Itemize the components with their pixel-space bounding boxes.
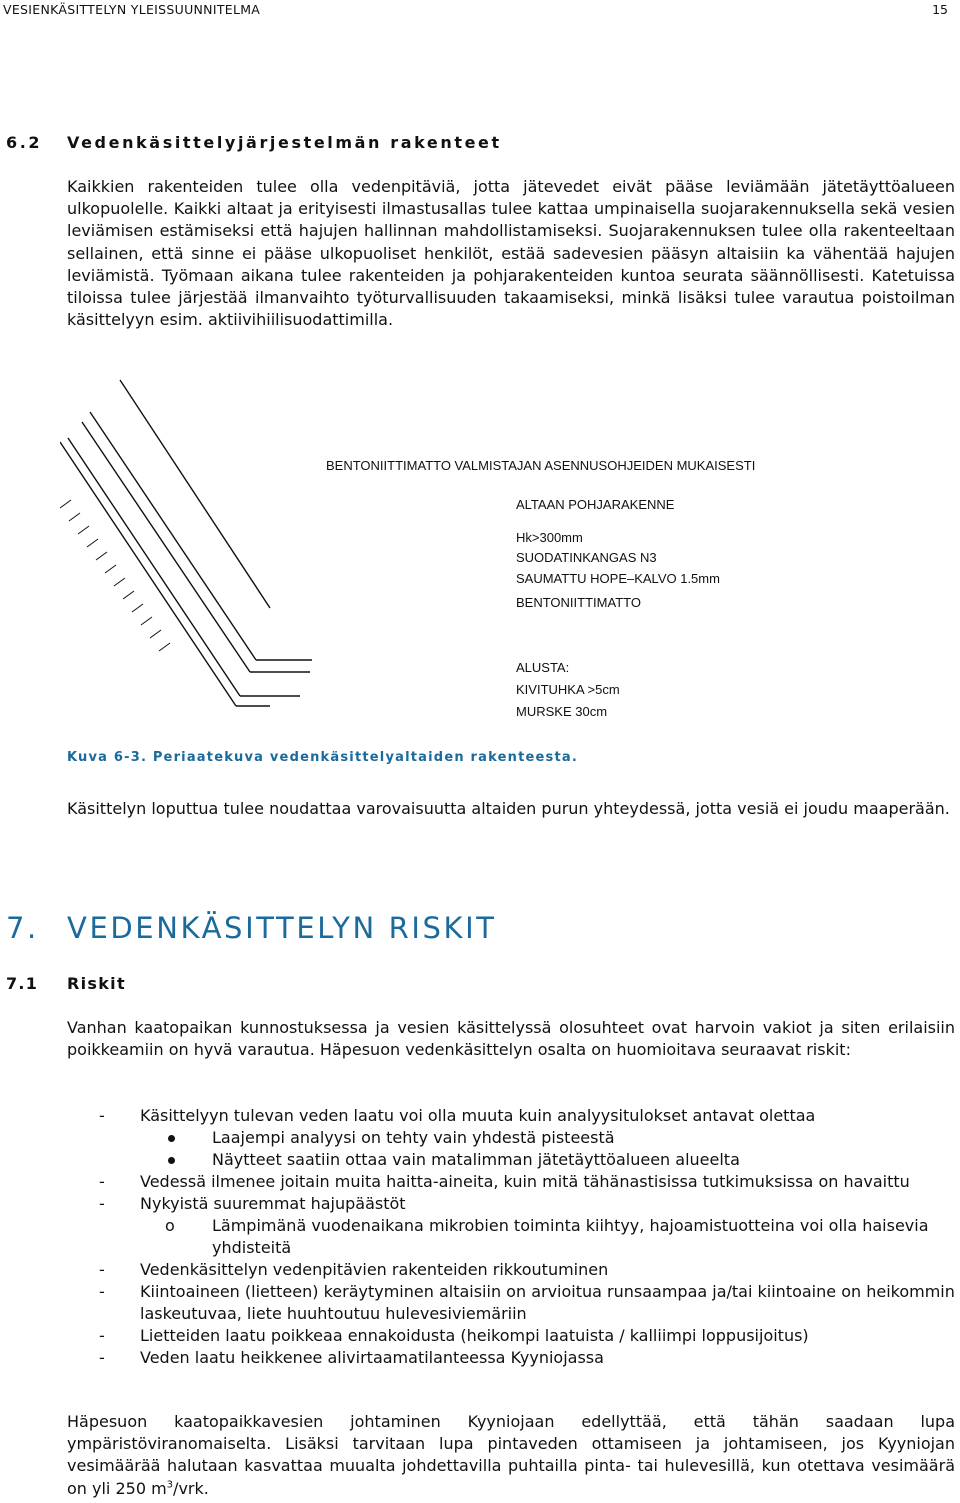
risk-text: Vedessä ilmenee joitain muita haitta-aineita, kuin mitä tähänastisissa tutkimuksissa on havaittu [140,1172,910,1191]
dash-marker: - [99,1260,105,1279]
hatch-marks [60,500,170,651]
slope-line-2 [68,438,240,696]
label-bentonite-instructions: BENTONIITTIMATTO VALMISTAJAN ASENNUSOHJEIDEN MUKAISESTI [326,458,756,473]
page-number: 15 [932,2,948,17]
label-layer-1: Hk>300mm [516,530,583,545]
risk-text: Lämpimänä vuodenaikana mikrobien toiminta kiihtyy, hajoamistuotteina voi olla haisevia yhdisteitä [212,1216,929,1257]
section-6-2-heading [6,133,502,152]
label-base-structure: ALTAAN POHJARAKENNE [516,497,675,512]
post-treatment-paragraph: Käsittelyn loputtua tulee noudattaa varovaisuutta altaiden purun yhteydessä, jotta vesiä ei joudu maaperään. [67,799,950,818]
risk-item [0,1215,960,1259]
risk-text: Kiintoaineen (lietteen) keräytyminen altaisiin on arvioitua runsaampaa ja/tai kiintoaine on heikommin laskeutuvaa, liete huuhtoutuu hulevesiviemäriin [140,1282,955,1323]
risk-text: Lietteiden laatu poikkeaa ennakoidusta (heikompi laatuista / kalliimpi loppusijoitus) [140,1326,809,1345]
risk-text: Käsittelyyn tulevan veden laatu voi olla muuta kuin analyysitulokset antavat olettaa [140,1106,816,1125]
risk-item [0,1281,960,1325]
chapter-title: VEDENKÄSITTELYN RISKIT [67,911,497,945]
figure-caption: Kuva 6-3. Periaatekuva vedenkäsittelyaltaiden rakenteesta. [67,750,578,765]
risk-list [0,1105,960,1369]
slope-layers [60,380,312,706]
risk-item [0,1127,960,1149]
label-subgrade-title: ALUSTA: [516,660,570,675]
risk-item [0,1347,960,1369]
cubic-superscript: 3 [166,1479,174,1491]
circle-bullet-icon: o [165,1216,175,1235]
dash-marker: - [99,1348,105,1367]
risk-text: Laajempi analyysi on tehty vain yhdestä pisteestä [212,1128,615,1147]
label-subgrade-2: MURSKE 30cm [516,704,608,719]
section-title: Vedenkäsittelyjärjestelmän rakenteet [67,133,502,152]
dash-marker: - [99,1326,105,1345]
permit-text: Häpesuon kaatopaikkavesien johtaminen Kyyniojaan edellyttää, että tähän saadaan lupa ympäristöviranomaiselta. Lisäksi tarvitaan lupa pintaveden ottamiseen ja johtamiseen, jos Kyyniojan vesimäärää halutaan kasvattaa muualta johdettavilla puhtailla pinta- tai hulevesillä, kun otettava vesimäärä on yli 250 m [67,1412,955,1498]
label-layer-4: BENTONIITTIMATTO [516,595,641,610]
section-title: Riskit [67,974,126,993]
running-header-title: VESIENKÄSITTELYN YLEISSUUNNITELMA [3,2,261,17]
permit-paragraph [67,1411,955,1500]
label-subgrade-1: KIVITUHKA >5cm [516,682,620,697]
dash-marker: - [99,1282,105,1301]
basin-structure-drawing [60,376,820,726]
slope-line-3 [82,422,250,672]
bullet-icon [168,1157,175,1164]
section-7-1-heading [6,974,126,993]
section-number: 6.2 [6,133,43,152]
risk-text: Näytteet saatiin ottaa vain matalimman jätetäyttöalueen alueelta [212,1150,740,1169]
risk-item [0,1259,960,1281]
section-number: 7.1 [6,974,39,993]
risk-text: Vedenkäsittelyn vedenpitävien rakenteiden rikkoutuminen [140,1260,609,1279]
dash-marker: - [99,1172,105,1191]
label-layer-2: SUODATINKANGAS N3 [516,550,657,565]
bullet-icon [168,1135,175,1142]
risks-intro-paragraph: Vanhan kaatopaikan kunnostuksessa ja vesien käsittelyssä olosuhteet ovat harvoin vakiot ja siten erilaisiin poikkeamiin on hyvä varautua. Häpesuon vedenkäsittelyn osalta on huomioitava seuraavat riskit: [67,1018,955,1060]
label-layer-3: SAUMATTU HOPE–KALVO 1.5mm [516,571,720,586]
chapter-number: 7. [6,911,39,945]
permit-text-end: /vrk. [173,1478,209,1498]
risk-item [0,1325,960,1347]
risk-item [0,1149,960,1171]
risk-text: Veden laatu heikkenee alivirtaamatilanteessa Kyyniojassa [140,1348,604,1367]
dash-marker: - [99,1106,105,1125]
risk-item [0,1193,960,1215]
risk-item [0,1105,960,1127]
slope-line-1 [60,442,236,706]
dash-marker: - [99,1194,105,1213]
slope-line-5 [120,380,270,608]
chapter-7-heading [6,911,497,945]
slope-line-4 [90,412,256,660]
cross-section-svg [60,376,820,726]
risk-item [0,1171,960,1193]
risk-text: Nykyistä suuremmat hajupäästöt [140,1194,406,1213]
structures-paragraph: Kaikkien rakenteiden tulee olla vedenpitäviä, jotta jätevedet eivät pääse leviämään jätetäyttöalueen ulkopuolelle. Kaikki altaat ja erityisesti ilmastusallas tulee kattaa umpinaisella suojarakennuksella sekä vesien leviämisen estämiseksi että hajujen hallinnan mahdollistamiseksi. Suojarakennuksen tulee olla rakenteeltaan sellainen, että sinne ei pääse ulkopuoliset henkilöt, estää sadevesien pääsyn altaisiin ka vähentää hajujen leviämistä. Työmaan aikana tulee rakenteiden ja pohjarakenteiden kuntoa seurata säännöllisesti. Katetuissa tiloissa tulee järjestää ilmanvaihto työturvallisuuden takaamiseksi, minkä lisäksi tulee varautua poistoilman käsittelyyn esim. aktiivihiilisuodattimilla. [67,177,955,330]
drawing-labels [326,458,755,719]
